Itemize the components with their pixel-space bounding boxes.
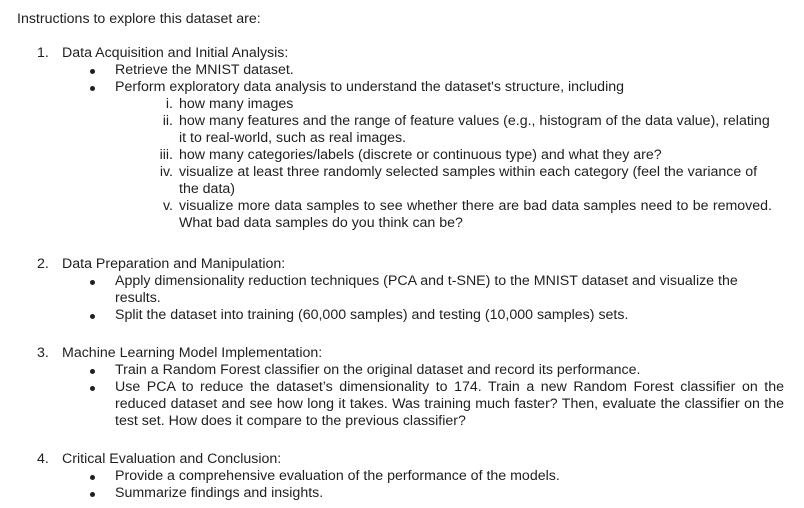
bullet-item bbox=[0, 273, 804, 307]
section-1-heading bbox=[0, 45, 804, 62]
bullet-item bbox=[0, 62, 804, 79]
intro-text: Instructions to explore this dataset are: bbox=[17, 11, 261, 27]
bullet-icon bbox=[90, 475, 95, 480]
bullet-icon bbox=[90, 369, 95, 374]
roman-numeral: iv. bbox=[159, 164, 173, 180]
section-2-heading bbox=[0, 256, 804, 273]
bullet-icon bbox=[90, 492, 95, 497]
section-2 bbox=[0, 256, 804, 324]
section-title: Data Preparation and Manipulation: bbox=[62, 256, 286, 272]
section-number: 4. bbox=[37, 451, 49, 467]
sub-item bbox=[0, 198, 804, 232]
bullet-text: Retrieve the MNIST dataset. bbox=[115, 62, 294, 78]
sub-item bbox=[0, 147, 804, 164]
section-title: Data Acquisition and Initial Analysis: bbox=[62, 45, 289, 61]
bullet-item bbox=[0, 362, 804, 379]
bullet-icon bbox=[90, 314, 95, 319]
bullet-item bbox=[0, 468, 804, 485]
bullet-text: Train a Random Forest classifier on the original dataset and record its performance. bbox=[115, 362, 641, 378]
sub-item-text: visualize more data samples to see whether there are bad data samples need to be removed. What bad data samples do you think can be? bbox=[179, 198, 772, 231]
sub-item bbox=[0, 96, 804, 113]
section-title: Machine Learning Model Implementation: bbox=[62, 345, 323, 361]
section-3-heading bbox=[0, 345, 804, 362]
bullet-item bbox=[0, 79, 804, 96]
sub-item bbox=[0, 113, 804, 147]
section-title: Critical Evaluation and Conclusion: bbox=[62, 451, 282, 467]
sub-item bbox=[0, 164, 804, 198]
sub-item-text: how many categories/labels (discrete or continuous type) and what they are? bbox=[179, 147, 662, 163]
bullet-list bbox=[0, 362, 804, 430]
bullet-item bbox=[0, 485, 804, 502]
roman-numeral: ii. bbox=[162, 113, 173, 129]
bullet-text: Use PCA to reduce the dataset’s dimensionality to 174. Train a new Random Forest classifier on the reduced dataset and see how long it takes. Was training much faster? Then, evaluate the classifier on the test set. How does it compare to the previous classifier? bbox=[115, 379, 784, 429]
section-4-heading bbox=[0, 451, 804, 468]
bullet-item bbox=[0, 379, 804, 430]
bullet-icon bbox=[90, 86, 95, 91]
roman-numeral: iii. bbox=[159, 147, 173, 163]
sub-item-text: how many images bbox=[179, 96, 294, 112]
bullet-text: Perform exploratory data analysis to understand the dataset's structure, including bbox=[115, 79, 625, 95]
bullet-icon bbox=[90, 280, 95, 285]
bullet-text: Provide a comprehensive evaluation of the performance of the models. bbox=[115, 468, 560, 484]
bullet-list bbox=[0, 62, 804, 96]
roman-numeral: v. bbox=[163, 198, 173, 214]
section-number: 2. bbox=[37, 256, 49, 272]
bullet-list bbox=[0, 468, 804, 502]
bullet-icon bbox=[90, 69, 95, 74]
sub-item-text: how many features and the range of feature values (e.g., histogram of the data value), relating it to real-world, such as real images. bbox=[179, 113, 770, 146]
bullet-list bbox=[0, 273, 804, 324]
roman-numeral: i. bbox=[165, 96, 173, 112]
section-4 bbox=[0, 451, 804, 502]
roman-sublist bbox=[0, 96, 804, 232]
section-3 bbox=[0, 345, 804, 430]
section-1 bbox=[0, 45, 804, 232]
section-number: 3. bbox=[37, 345, 49, 361]
bullet-text: Apply dimensionality reduction techniques (PCA and t-SNE) to the MNIST dataset and visualize the results. bbox=[115, 273, 738, 306]
section-number: 1. bbox=[37, 45, 49, 61]
bullet-icon bbox=[90, 386, 95, 391]
bullet-text: Summarize findings and insights. bbox=[115, 485, 324, 501]
bullet-item bbox=[0, 307, 804, 324]
sub-item-text: visualize at least three randomly selected samples within each category (feel the variance of the data) bbox=[179, 164, 758, 197]
bullet-text: Split the dataset into training (60,000 samples) and testing (10,000 samples) sets. bbox=[115, 307, 629, 323]
